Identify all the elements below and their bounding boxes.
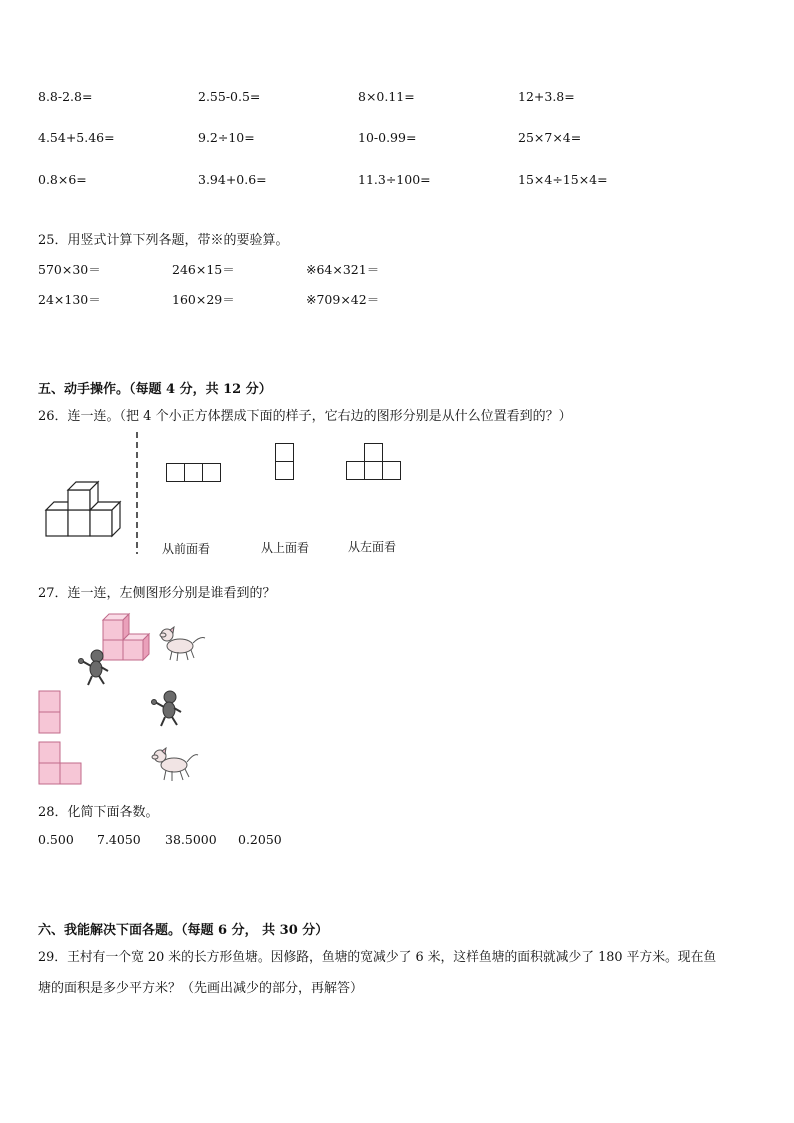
- decimal-number: 7.4050: [97, 832, 141, 847]
- calc-item: 8×0.11=: [358, 89, 415, 104]
- q25-title: 25．用竖式计算下列各题，带※的要验算。: [38, 233, 289, 248]
- monkey-icon: [150, 690, 186, 728]
- view-label-top: 从上面看: [261, 541, 310, 555]
- decimal-number: 0.2050: [238, 832, 282, 847]
- q27-title: 27．连一连，左侧图形分别是谁看到的？: [38, 586, 276, 601]
- vertical-calc-item: ※709×42＝: [306, 292, 380, 307]
- calc-item: 15×4÷15×4=: [518, 172, 608, 187]
- monkey-icon: [78, 649, 112, 687]
- calc-item: 3.94+0.6=: [198, 172, 267, 187]
- q29-line-2: 塘的面积是多少平方米？（先画出减少的部分，再解答）: [38, 981, 364, 996]
- decimal-number: 0.500: [38, 832, 74, 847]
- decimal-number: 38.5000: [165, 832, 217, 847]
- dog-icon: [158, 626, 208, 662]
- calc-item: 9.2÷10=: [198, 130, 255, 145]
- calc-item: 2.55-0.5=: [198, 89, 261, 104]
- pink-shape-l: [38, 741, 84, 787]
- calc-item: 11.3÷100=: [358, 172, 431, 187]
- pink-shape-column: [38, 690, 62, 736]
- vertical-calc-item: 160×29＝: [172, 292, 235, 307]
- calc-item: 12+3.8=: [518, 89, 575, 104]
- dog-icon: [150, 747, 200, 783]
- view-label-front: 从前面看: [162, 542, 211, 556]
- vertical-calc-item: 24×130＝: [38, 292, 101, 307]
- view-shape-column: [275, 443, 295, 483]
- section-5-title: 五、动手操作。（每题 4 分，共 12 分）: [38, 382, 272, 397]
- view-shape-row: [166, 463, 222, 483]
- calc-item: 25×7×4=: [518, 130, 582, 145]
- view-label-left: 从左面看: [348, 540, 397, 554]
- q28-title: 28．化简下面各数。: [38, 805, 159, 820]
- dashed-divider: [135, 432, 139, 554]
- calc-item: 0.8×6=: [38, 172, 87, 187]
- q26-cube-figure: [44, 480, 124, 540]
- q29-line-1: 29．王村有一个宽 20 米的长方形鱼塘。因修路，鱼塘的宽减少了 6 米，这样鱼塘的面积就减少了 180 平方米。现在鱼: [38, 950, 717, 965]
- calc-item: 4.54+5.46=: [38, 130, 115, 145]
- q26-title: 26．连一连。（把 4 个小正方体摆成下面的样子，它右边的图形分别是从什么位置看到的？）: [38, 409, 572, 424]
- calc-item: 10-0.99=: [358, 130, 417, 145]
- section-6-title: 六、我能解决下面各题。（每题 6 分， 共 30 分）: [38, 923, 329, 938]
- view-shape-t: [346, 443, 404, 483]
- calc-item: 8.8-2.8=: [38, 89, 93, 104]
- vertical-calc-item: 570×30＝: [38, 262, 101, 277]
- vertical-calc-item: 246×15＝: [172, 262, 235, 277]
- vertical-calc-item: ※64×321＝: [306, 262, 380, 277]
